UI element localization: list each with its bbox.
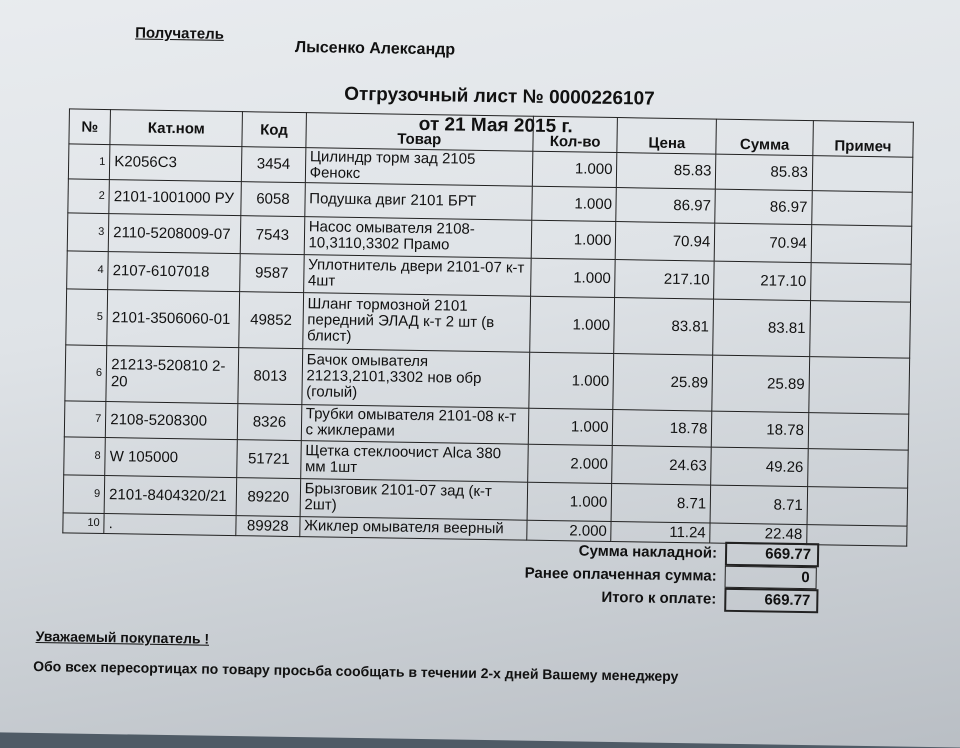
line-sum-cell: 85.83 bbox=[716, 154, 813, 190]
quantity-cell: 2.000 bbox=[527, 520, 612, 541]
catalog-number-cell: 21213-520810 2-20 bbox=[106, 345, 239, 403]
line-sum-cell: 86.97 bbox=[715, 189, 812, 225]
product-name-cell: Подушка двиг 2101 БРТ bbox=[304, 182, 532, 220]
product-code-cell: 7543 bbox=[240, 215, 304, 254]
product-name-cell: Щетка стеклоочист Alca 380 мм 1шт bbox=[300, 440, 528, 482]
product-code-cell: 6058 bbox=[241, 181, 305, 216]
catalog-number-cell: 2101-3506060-01 bbox=[107, 289, 240, 347]
line-sum-cell: 217.10 bbox=[714, 261, 811, 301]
catalog-number-cell: 2108-5208300 bbox=[106, 401, 238, 439]
line-sum-cell: 49.26 bbox=[711, 447, 808, 487]
quantity-cell: 2.000 bbox=[528, 444, 613, 483]
line-sum-cell: 18.78 bbox=[712, 411, 809, 449]
col-header-item: Товар bbox=[306, 113, 534, 152]
to-pay-row bbox=[446, 583, 818, 612]
product-name-cell: Цилиндр торм зад 2105 Фенокс bbox=[305, 148, 533, 186]
note-cell bbox=[812, 156, 913, 192]
product-code-cell: 9587 bbox=[240, 253, 304, 292]
price-cell: 11.24 bbox=[611, 521, 710, 543]
product-name-cell: Насос омывателя 2108-10,3110,3302 Прамо bbox=[304, 216, 532, 258]
quantity-cell: 1.000 bbox=[528, 408, 613, 445]
catalog-number-cell: K2056C3 bbox=[110, 145, 242, 182]
product-name-cell: Жиклер омывателя веерный bbox=[299, 516, 527, 540]
quantity-cell: 1.000 bbox=[530, 258, 615, 297]
line-sum-cell: 70.94 bbox=[715, 223, 812, 263]
row-number-cell: 8 bbox=[64, 436, 106, 475]
notice-text: Обо всех пересортицах по товару просьба сообщать в течении 2-х дней Вашему менеджеру bbox=[33, 657, 679, 685]
catalog-number-cell: . bbox=[104, 513, 236, 535]
catalog-number-cell: 2101-1001000 РУ bbox=[109, 179, 241, 215]
quantity-cell: 1.000 bbox=[530, 296, 615, 353]
col-header-no: № bbox=[69, 109, 111, 145]
prepaid-value: 0 bbox=[725, 565, 817, 588]
product-code-cell: 8326 bbox=[237, 403, 301, 440]
price-cell: 83.81 bbox=[614, 297, 714, 355]
catalog-number-cell: W 105000 bbox=[105, 437, 238, 477]
line-sum-cell: 25.89 bbox=[712, 355, 809, 413]
product-code-cell: 89928 bbox=[236, 515, 300, 536]
note-cell bbox=[809, 356, 910, 414]
product-code-cell: 8013 bbox=[238, 347, 302, 404]
line-sum-cell: 22.48 bbox=[710, 523, 807, 545]
quantity-cell: 1.000 bbox=[529, 352, 614, 409]
catalog-number-cell: 2107-6107018 bbox=[108, 251, 241, 291]
product-code-cell: 3454 bbox=[241, 147, 305, 182]
row-number-cell: 1 bbox=[68, 144, 110, 179]
row-number-cell: 4 bbox=[67, 250, 109, 289]
to-pay-value: 669.77 bbox=[724, 587, 818, 612]
note-cell bbox=[808, 448, 909, 488]
note-cell bbox=[812, 190, 913, 226]
invoice-sum-label: Сумма накладной: bbox=[578, 542, 718, 562]
product-code-cell: 89220 bbox=[236, 477, 300, 516]
document-title: Отгрузочный лист № 0000226107 bbox=[344, 83, 655, 110]
row-number-cell: 9 bbox=[63, 474, 105, 513]
catalog-number-cell: 2110-5208009-07 bbox=[108, 213, 241, 253]
row-number-cell: 6 bbox=[65, 344, 107, 401]
col-header-catalog: Кат.ном bbox=[110, 110, 242, 147]
items-table bbox=[62, 108, 914, 546]
col-header-sum: Сумма bbox=[716, 119, 813, 156]
line-sum-cell: 8.71 bbox=[710, 485, 807, 525]
to-pay-label: Итого к оплате: bbox=[601, 588, 717, 608]
document-date: от 21 Мая 2015 г. bbox=[418, 113, 573, 138]
quantity-cell: 1.000 bbox=[532, 151, 617, 187]
product-code-cell: 51721 bbox=[237, 439, 301, 478]
note-cell bbox=[807, 524, 907, 546]
row-number-cell: 10 bbox=[63, 512, 105, 533]
note-cell bbox=[810, 262, 911, 302]
quantity-cell: 1.000 bbox=[531, 220, 616, 259]
row-number-cell: 3 bbox=[67, 212, 109, 251]
product-name-cell: Трубки омывателя 2101-08 к-т с жиклерами bbox=[301, 404, 529, 444]
price-cell: 70.94 bbox=[616, 221, 715, 261]
price-cell: 8.71 bbox=[612, 483, 711, 523]
row-number-cell: 7 bbox=[64, 400, 106, 437]
price-cell: 85.83 bbox=[617, 153, 716, 189]
product-code-cell: 49852 bbox=[239, 291, 303, 348]
prepaid-label: Ранее оплаченная сумма: bbox=[524, 564, 717, 585]
note-cell bbox=[810, 300, 911, 358]
col-header-note: Примеч bbox=[813, 121, 914, 158]
price-cell: 217.10 bbox=[615, 259, 714, 299]
product-name-cell: Уплотнитель двери 2101-07 к-т 4шт bbox=[303, 254, 531, 296]
recipient-name: Лысенко Александр bbox=[294, 38, 456, 59]
col-header-price: Цена bbox=[617, 118, 716, 155]
invoice-sum-value: 669.77 bbox=[725, 541, 819, 566]
note-cell bbox=[807, 486, 908, 526]
recipient-label: Получатель bbox=[135, 24, 225, 43]
note-cell bbox=[808, 412, 909, 450]
col-header-code: Код bbox=[242, 112, 306, 148]
product-name-cell: Шланг тормозной 2101 передний ЭЛАД к-т 2 шт (в блист) bbox=[302, 292, 530, 352]
price-cell: 25.89 bbox=[613, 353, 713, 411]
greeting: Уважаемый покупатель ! bbox=[35, 627, 210, 647]
quantity-cell: 1.000 bbox=[527, 482, 612, 521]
line-sum-cell: 83.81 bbox=[713, 299, 810, 357]
quantity-cell: 1.000 bbox=[532, 186, 617, 221]
note-cell bbox=[811, 224, 912, 264]
catalog-number-cell: 2101-8404320/21 bbox=[104, 475, 237, 515]
col-header-qty: Кол-во bbox=[533, 116, 618, 152]
totals-block bbox=[446, 537, 819, 612]
product-name-cell: Брызговик 2101-07 зад (к-т 2шт) bbox=[300, 478, 528, 520]
row-number-cell: 2 bbox=[68, 178, 110, 213]
product-name-cell: Бачок омывателя 21213,2101,3302 нов обр (голый) bbox=[302, 348, 530, 408]
price-cell: 24.63 bbox=[612, 445, 711, 485]
price-cell: 86.97 bbox=[616, 187, 715, 223]
row-number-cell: 5 bbox=[66, 288, 108, 345]
price-cell: 18.78 bbox=[613, 409, 712, 447]
